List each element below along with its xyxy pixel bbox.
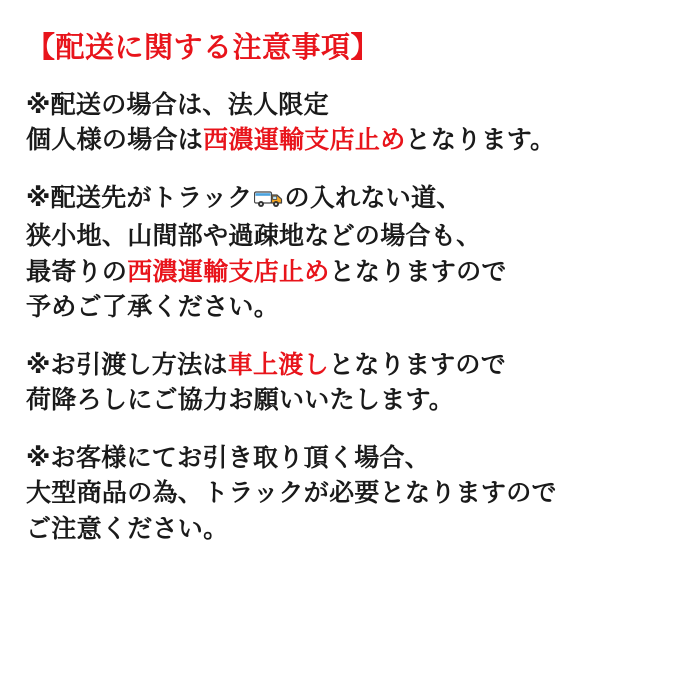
notice-block-truck-access [26, 180, 674, 325]
notice-line [26, 87, 674, 123]
notice-line [26, 218, 674, 254]
notice-line [26, 440, 674, 476]
highlighted-text: 西濃運輸支店止め [203, 125, 406, 155]
highlighted-text: 西濃運輸支店止め [127, 256, 330, 286]
highlighted-text: 車上渡し [227, 349, 329, 379]
body-text: となりますので [328, 349, 507, 379]
body-text: ※お引渡し方法は [26, 349, 228, 379]
notice-line [26, 254, 674, 290]
truck-icon [254, 183, 284, 219]
notice-line [26, 180, 674, 219]
body-text: 予めご了承ください。 [26, 292, 280, 322]
body-text: ※お客様にてお引き取り頂く場合、 [26, 442, 431, 472]
page-title: 【配送に関する注意事項】 [26, 30, 381, 64]
notice-blocks [26, 87, 674, 547]
notice-line [26, 289, 674, 325]
notice-line [26, 347, 674, 383]
body-text: 荷降ろしにご協力お願いいたします。 [26, 385, 455, 415]
body-text: となります。 [405, 125, 556, 155]
body-text: ※配送先がトラック [26, 182, 253, 212]
body-text: ご注意ください。 [26, 513, 229, 543]
body-text: 大型商品の為、トラックが必要となりますので [26, 478, 557, 508]
body-text: 狭小地、山間部や過疎地などの場合も、 [26, 221, 482, 251]
body-text: となりますので [329, 256, 507, 286]
notice-block-corporate-only [26, 87, 674, 158]
body-text: 最寄りの [26, 256, 128, 286]
body-text: の入れない道、 [284, 182, 462, 212]
notice-line [26, 475, 674, 511]
body-text: ※配送の場合は、法人限定 [26, 89, 329, 119]
notice-line [26, 511, 674, 547]
notice-block-customer-pickup [26, 440, 674, 547]
notice-line [26, 382, 674, 418]
body-text: 個人様の場合は [26, 125, 204, 155]
notice-block-handover-method [26, 347, 674, 418]
notice-line [26, 122, 674, 158]
